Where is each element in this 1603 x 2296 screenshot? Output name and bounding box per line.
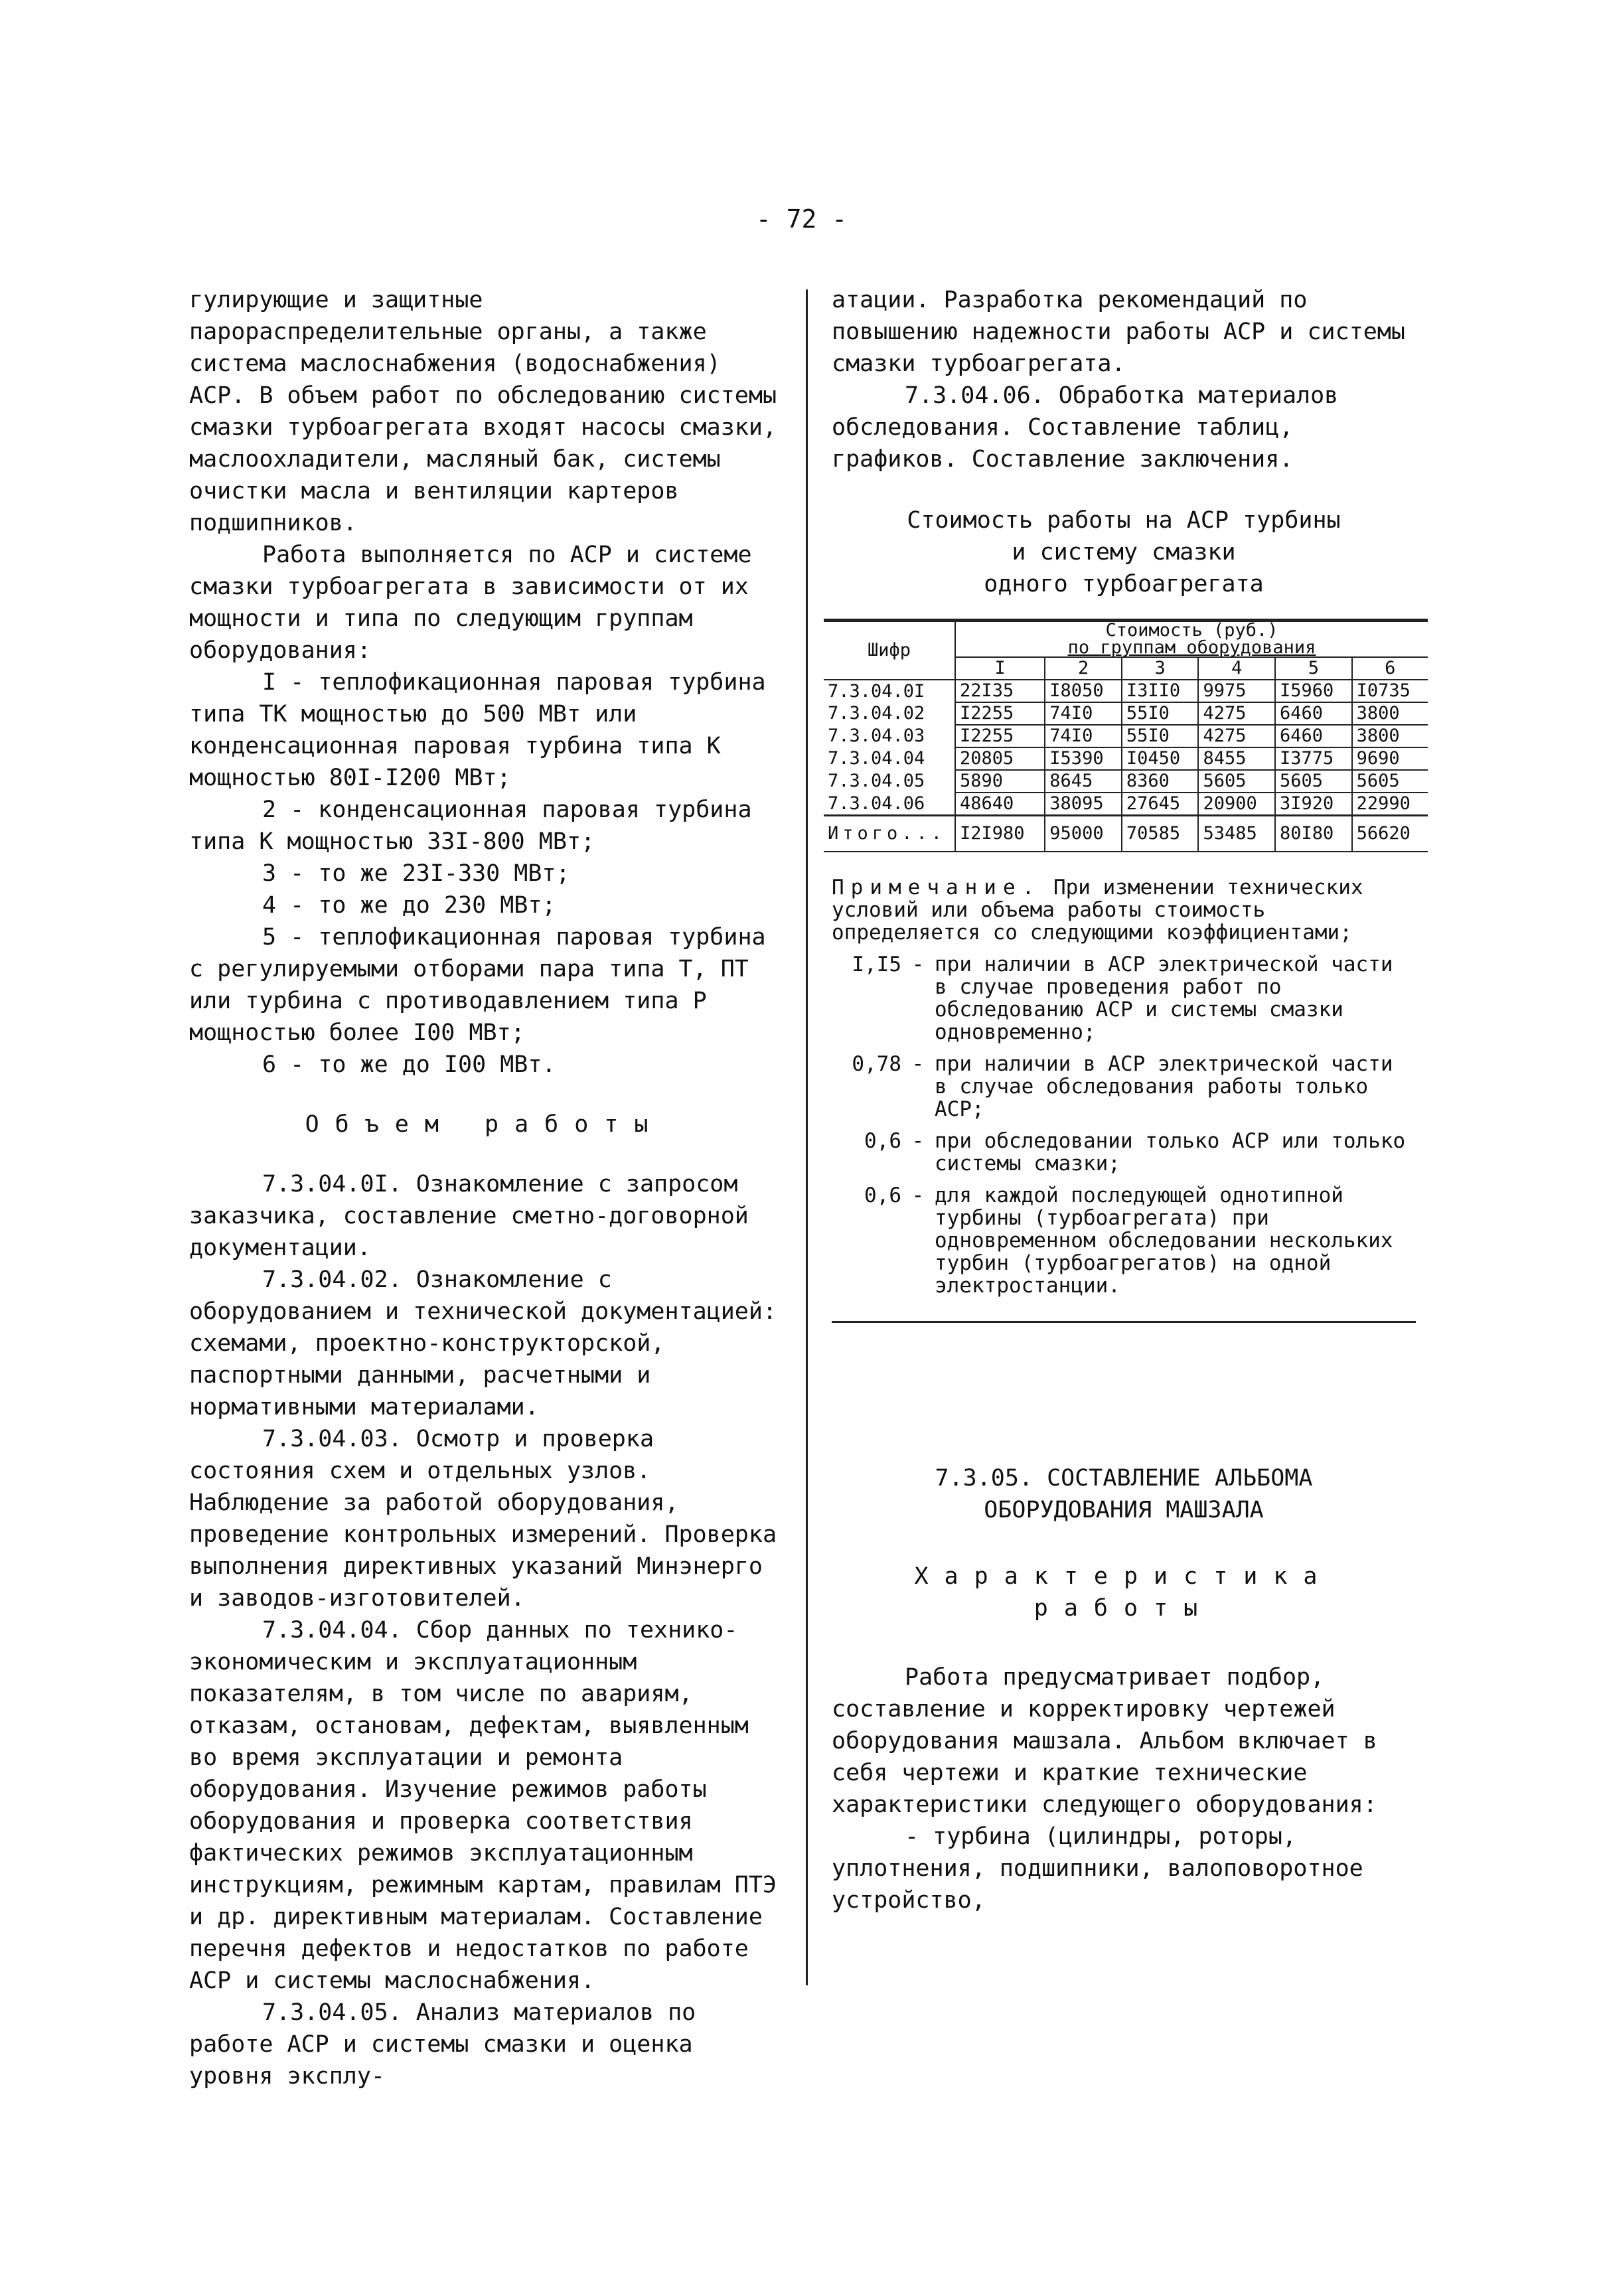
total-cell: 70585 [1122, 816, 1199, 852]
paragraph: - турбина (цилиндры, роторы, уплотнения, подшипники, валоповоротное устройство, [832, 1823, 1363, 1914]
cell: 3800 [1352, 725, 1428, 747]
total-cell: 80I80 [1275, 816, 1352, 852]
scope-heading: Объем работы [305, 1111, 664, 1138]
cell: 6460 [1275, 725, 1352, 747]
work-item: 7.3.04.0I. Ознакомление с запросом заказчика, составление сметно-договорной документации. [189, 1171, 749, 1261]
coefficient-value: 0,78 [852, 1052, 901, 1076]
section-title-line: 7.3.05. СОСТАВЛЕНИЕ АЛЬБОМА [935, 1465, 1313, 1492]
cell: I3II0 [1122, 680, 1199, 702]
group-header: 4 [1198, 657, 1275, 680]
table-row [824, 725, 1428, 747]
group-item: 5 - теплофикационная паровая турбина с регулируемыми отборами пара типа Т, ПТ или турбина с противодавлением типа Р мощностью более I00 МВт; [189, 924, 766, 1046]
group-item: I - теплофикационная паровая турбина типа ТК мощностью до 500 МВт или конденсационная паровая турбина типа К мощностью 80I-I200 МВт; [189, 669, 766, 791]
cell: I2255 [955, 702, 1045, 725]
table-title-line: одного турбоагрегата [984, 571, 1264, 597]
total-label: Итого... [824, 816, 955, 852]
coefficient-text: при обследовании только АСР или только системы смазки; [935, 1129, 1406, 1176]
cell: 20900 [1198, 793, 1275, 816]
cell: 20805 [955, 747, 1045, 770]
total-cell: 56620 [1352, 816, 1428, 852]
coefficient-item [832, 953, 1416, 1043]
row-code: 7.3.04.0I [824, 680, 955, 702]
row-code: 7.3.04.05 [824, 770, 955, 793]
col-header-cost-line2: по группам оборудования [1067, 637, 1316, 658]
cell: 8360 [1122, 770, 1199, 793]
cell: I8050 [1045, 680, 1122, 702]
row-code: 7.3.04.02 [824, 702, 955, 725]
cell: 5605 [1198, 770, 1275, 793]
cell: I3775 [1275, 747, 1352, 770]
group-item: 6 - то же до I00 МВт. [262, 1051, 556, 1078]
cell: 5890 [955, 770, 1045, 793]
col-header-code: Шифр [824, 621, 955, 680]
coefficient-value: 0,6 [864, 1129, 901, 1153]
characteristic-heading [832, 1561, 1416, 1624]
dash: - [911, 1052, 925, 1076]
cell: 3I920 [1275, 793, 1352, 816]
work-item: 7.3.04.05. Анализ материалов по работе АСР и системы смазки и оценка уровня эксплу- [189, 1999, 696, 2090]
cell: 8645 [1045, 770, 1122, 793]
work-item: 7.3.04.06. Обработка материалов обследования. Составление таблиц, графиков. Составление заключения. [832, 382, 1339, 473]
group-item: 3 - то же 23I-330 МВт; [262, 860, 570, 887]
cell: 4275 [1198, 725, 1275, 747]
group-header: I [955, 657, 1045, 680]
section-rule [832, 1321, 1416, 1323]
paragraph: Работа предусматривает подбор, составление и корректировку чертежей оборудования машзала. Альбом включает в себя чертежи и краткие технические характеристики следующего оборудования: [832, 1664, 1377, 1818]
group-item: 2 - конденсационная паровая турбина типа К мощностью 33I-800 МВт; [189, 797, 752, 855]
cell: 3800 [1352, 702, 1428, 725]
cell: I2255 [955, 725, 1045, 747]
group-item: 4 - то же до 230 МВт; [262, 892, 556, 919]
coefficient-item [832, 1130, 1416, 1175]
paragraph: атации. Разработка рекомендаций по повышению надежности работы АСР и системы смазки турбоагрегата. [832, 287, 1405, 377]
table-row [824, 702, 1428, 725]
cell: 27645 [1122, 793, 1199, 816]
right-column [828, 284, 1416, 1916]
cell: 9690 [1352, 747, 1428, 770]
cell: 74I0 [1045, 725, 1122, 747]
row-code: 7.3.04.03 [824, 725, 955, 747]
table-row [824, 770, 1428, 793]
cell: 55I0 [1122, 702, 1199, 725]
table-row [824, 680, 1428, 702]
group-header: 6 [1352, 657, 1428, 680]
coefficient-value: I,I5 [852, 953, 901, 976]
total-row [824, 816, 1428, 852]
work-item: 7.3.04.02. Ознакомление с оборудованием и технической документацией: схемами, проектно-конструкторской, паспортными данными, расчетными и нормативными материалами. [189, 1266, 777, 1420]
section-title-line: ОБОРУДОВАНИЯ МАШЗАЛА [984, 1497, 1264, 1523]
cell: 8455 [1198, 747, 1275, 770]
row-code: 7.3.04.04 [824, 747, 955, 770]
coefficient-text: при наличии в АСР электрической части в случае проведения работ по обследованию АСР и системы смазки одновременно; [935, 953, 1393, 1044]
cell: 6460 [1275, 702, 1352, 725]
row-code: 7.3.04.06 [824, 793, 955, 816]
coefficient-text: для каждой последующей однотипной турбины (турбоагрегата) при одновременном обследовании нескольких турбин (турбоагрегатов) на одной электростанции. [935, 1184, 1393, 1298]
cell: 74I0 [1045, 702, 1122, 725]
group-header: 3 [1122, 657, 1199, 680]
dash: - [911, 953, 925, 976]
coefficient-value: 0,6 [864, 1184, 901, 1207]
left-column [189, 284, 780, 2092]
paragraph: Работа выполняется по АСР и системе смазки турбоагрегата в зависимости от их мощности и типа по следующим группам оборудования: [189, 542, 752, 664]
table-row [824, 793, 1428, 816]
table-title-line: и систему смазки [1012, 539, 1236, 566]
cell: 5605 [1352, 770, 1428, 793]
cell: 22I35 [955, 680, 1045, 702]
cost-table [824, 621, 1428, 852]
cell: 48640 [955, 793, 1045, 816]
characteristic-heading-line: работы [1033, 1595, 1214, 1622]
note-heading: Примечание. [832, 876, 1041, 899]
work-item: 7.3.04.03. Осмотр и проверка состояния схем и отдельных узлов. Наблюдение за работой оборудования, проведение контрольных измерений. Проверка выполнения директивных указаний Минэнерго и заводов-изготовителей. [189, 1426, 777, 1612]
total-cell: I2I980 [955, 816, 1045, 852]
cell: 38095 [1045, 793, 1122, 816]
note [832, 876, 1416, 1297]
table-row [824, 747, 1428, 770]
col-header-cost [955, 621, 1428, 657]
characteristic-heading-line: Характеристика [914, 1563, 1334, 1590]
section-title [832, 1462, 1416, 1526]
cell: I0735 [1352, 680, 1428, 702]
total-cell: 95000 [1045, 816, 1122, 852]
cell: I5960 [1275, 680, 1352, 702]
cell: 4275 [1198, 702, 1275, 725]
cell: 9975 [1198, 680, 1275, 702]
work-item: 7.3.04.04. Сбор данных по технико-экономическим и эксплуатационным показателям, в том числе по авариям, отказам, остановам, дефектам, выявленным во время эксплуатации и ремонта оборудования. Изучение режимов работы оборудования и проверка соответствия фактических режимов эксплуатационным инструкциям, режимным картам, правилам ПТЭ и др. директивным материалам. Составление перечня дефектов и недостатков по работе АСР и системы маслоснабжения. [189, 1617, 777, 1994]
table-title-line: Стоимость работы на АСР турбины [907, 507, 1341, 534]
group-header: 5 [1275, 657, 1352, 680]
note-paragraph [832, 876, 1416, 944]
col-header-cost-line1: Стоимость (руб.) [1105, 620, 1278, 641]
cell: 55I0 [1122, 725, 1199, 747]
coefficient-item [832, 1184, 1416, 1297]
cell: 22990 [1352, 793, 1428, 816]
cell: I5390 [1045, 747, 1122, 770]
cell: 5605 [1275, 770, 1352, 793]
table-title [832, 504, 1416, 600]
column-divider [806, 289, 808, 1985]
group-header: 2 [1045, 657, 1122, 680]
dash: - [911, 1184, 925, 1207]
total-cell: 53485 [1198, 816, 1275, 852]
dash: - [911, 1129, 925, 1153]
coefficient-text: при наличии в АСР электрической части в случае обследования работы только АСР; [935, 1052, 1393, 1121]
note-text: При изменении технических условий или объема работы стоимость определяется со следующими коэффициентами; [832, 876, 1363, 945]
coefficient-item [832, 1053, 1416, 1120]
page-number: - 72 - [755, 204, 848, 234]
cell: I0450 [1122, 747, 1199, 770]
paragraph: гулирующие и защитные парораспределительные органы, а также система маслоснабжения (водоснабжения) АСР. В объем работ по обследованию системы смазки турбоагрегата входят насосы смазки, маслоохладители, масляный бак, системы очистки масла и вентиляции картеров подшипников. [189, 287, 777, 536]
